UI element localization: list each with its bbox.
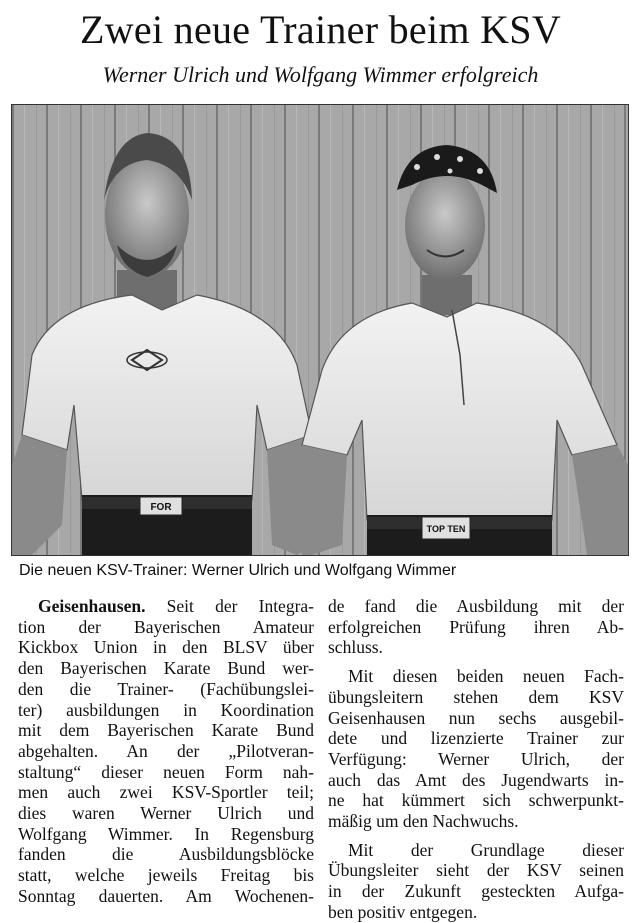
- text-line: men auch zwei KSV-Sportler teil;: [18, 782, 314, 803]
- text-line: den die Trainer- (Fachübungslei-: [18, 678, 314, 699]
- text-line: übungsleitern stehen dem KSV: [328, 686, 624, 707]
- article-column-right: [328, 596, 624, 923]
- text-line: Kickbox Union in den BLSV über: [18, 637, 314, 658]
- text-line: erfolgreichen Prüfung ihren Ab-: [328, 616, 624, 637]
- paragraph-right-1: [328, 596, 624, 658]
- text-line: statt, welche jeweils Freitag bis: [18, 865, 314, 886]
- text-line: Mit der Grundlage dieser: [348, 839, 624, 860]
- belt-label-left: FOR: [150, 502, 172, 513]
- text-line: mit dem Bayerischen Karate Bund: [18, 720, 314, 741]
- subheadline: Werner Ulrich und Wolfgang Wimmer erfolgreich: [102, 62, 539, 87]
- text-line: auch das Amt des Jugendwarts in-: [328, 769, 624, 790]
- photo-illustration: [12, 105, 628, 555]
- article-column-left: [18, 596, 314, 907]
- dateline: Geisenhausen.: [38, 596, 146, 616]
- text-line-fragment: Seit der Integra-: [166, 596, 315, 616]
- text-line: Übungsleiter sieht der KSV seinen: [328, 860, 624, 881]
- text-line: in der Zukunft gesteckten Aufga-: [328, 881, 624, 902]
- text-line: ne hat kümmert sich schwerpunkt-: [328, 790, 624, 811]
- text-line: Sonntag dauerten. Am Wochenen-: [18, 885, 314, 906]
- text-line: tion der Bayerischen Amateur: [18, 616, 314, 637]
- text-line: den Bayerischen Karate Bund wer-: [18, 658, 314, 679]
- text-line: fanden die Ausbildungsblöcke: [18, 844, 314, 865]
- text-line: dete und lizenzierte Trainer zur: [328, 728, 624, 749]
- text-line: ben positiv entgegen.: [328, 901, 478, 922]
- text-line: Wolfgang Wimmer. In Regensburg: [18, 823, 314, 844]
- belt-label-right: TOP TEN: [426, 524, 466, 534]
- text-line: abgehalten. An der „Pilotveran-: [18, 740, 314, 761]
- text-line: staltung“ dieser neuen Form nah-: [18, 761, 314, 782]
- paragraph-right-3: [328, 840, 624, 923]
- headline: Zwei neue Trainer beim KSV: [79, 7, 562, 52]
- paragraph-right-2: [328, 666, 624, 832]
- text-line: Geisenhausen nun sechs ausgebil-: [328, 707, 624, 728]
- text-line: ter) ausbildungen in Koordination: [18, 699, 314, 720]
- paragraph-left-1: [18, 596, 314, 907]
- text-line: dies waren Werner Ulrich und: [18, 803, 314, 824]
- photo-caption: Die neuen KSV-Trainer: Werner Ulrich und Wolfgang Wimmer: [19, 562, 457, 579]
- text-line: Mit diesen beiden neuen Fach-: [348, 666, 624, 687]
- text-line: Verfügung: Werner Ulrich, der: [328, 748, 624, 769]
- text-line: schluss.: [328, 637, 383, 658]
- text-line: [18, 596, 314, 617]
- text-line: de fand die Ausbildung mit der: [328, 596, 624, 616]
- article-photo: [11, 104, 629, 556]
- text-line: mäßig um den Nachwuchs.: [328, 811, 519, 832]
